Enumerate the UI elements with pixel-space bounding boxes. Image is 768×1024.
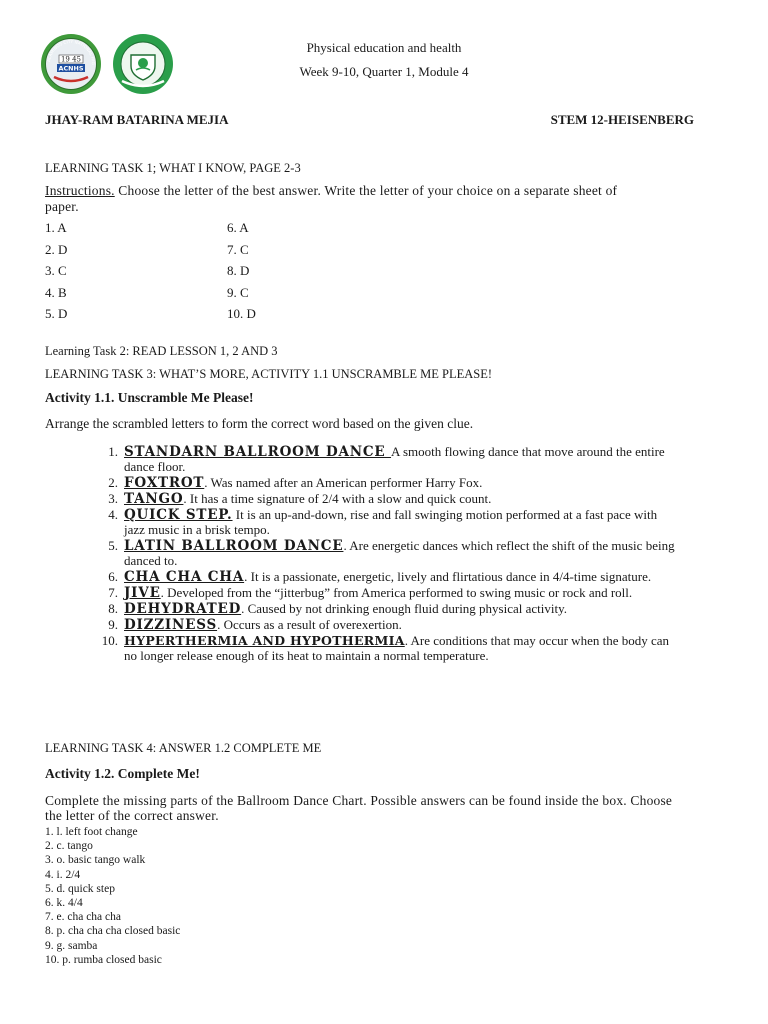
svg-text:ALAMINOS CITY NATIONAL HIGH SC: ALAMINOS CITY NATIONAL HIG — [46, 38, 97, 65]
answer-item: 2. D — [45, 242, 68, 257]
list-item: 8. p. cha cha cha closed basic — [45, 925, 181, 938]
svg-text:ACNHS: ACNHS — [58, 64, 84, 73]
answer-item: 10. D — [227, 306, 256, 321]
answer-item: 9. C — [227, 285, 249, 300]
instructions-text: Choose the letter of the best answer. Write the letter of your choice on a separate sheet of paper. — [45, 183, 618, 214]
answer-item: 8. D — [227, 263, 250, 278]
task1-title: LEARNING TASK 1; WHAT I KNOW, PAGE 2-3 — [45, 161, 301, 175]
task1-instructions — [45, 183, 635, 215]
list-item: 4. QUICK STEP. It is an up-and-down, rise and fall swinging motion performed at a fast pace with jazz music in a brisk tempo. — [108, 507, 658, 537]
task2-title: Learning Task 2: READ LESSON 1, 2 AND 3 — [45, 344, 278, 358]
answer-item: 3. C — [45, 263, 67, 278]
list-item: 1. STANDARN BALLROOM DANCE A smooth flowing dance that move around the entire dance floor. — [108, 444, 665, 474]
list-item: 9. g. samba — [45, 939, 98, 952]
instructions-label: Instructions. — [45, 183, 115, 198]
list-item: 3. o. basic tango walk — [45, 854, 146, 867]
answer-item: 6. A — [227, 220, 249, 235]
list-item: 10. p. rumba closed basic — [45, 953, 162, 966]
list-item: 8. DEHYDRATED. Caused by not drinking enough fluid during physical activity. — [108, 601, 568, 618]
answer-item: 5. D — [45, 306, 68, 321]
list-item: 4. i. 2/4 — [45, 868, 81, 881]
list-item: 5. LATIN BALLROOM DANCE. Are energetic dances which reflect the shift of the music being danced to. — [108, 537, 675, 568]
complete-me-answers — [45, 825, 180, 967]
subject-title: Physical education and health — [306, 40, 462, 55]
student-section: STEM 12-HEISENBERG — [550, 112, 694, 127]
list-item: 7. JIVE. Developed from the “jitterbug” from America performed to swing music or rock and roll. — [108, 584, 633, 601]
list-item: 2. FOXTROT. Was named after an American performer Harry Fox. — [108, 474, 483, 491]
answer-item: 1. A — [45, 220, 67, 235]
task3-title: LEARNING TASK 3: WHAT’S MORE, ACTIVITY 1.1 UNSCRAMBLE ME PLEASE! — [45, 367, 493, 381]
list-item: 10. HYPERTHERMIA AND HYPOTHERMIA. Are conditions that may occur when the body can no longer release enough of its heat to maintain a normal temperature. — [101, 633, 670, 664]
student-name: JHAY-RAM BATARINA MEJIA — [45, 112, 229, 127]
list-item: 9. DIZZINESS. Occurs as a result of overexertion. — [108, 617, 402, 634]
activity-1-2-heading: Activity 1.2. Complete Me! — [45, 766, 200, 781]
list-item: 6. k. 4/4 — [45, 897, 83, 910]
activity-1-1-heading: Activity 1.1. Unscramble Me Please! — [45, 390, 254, 405]
activity-1-1-instruction: Arrange the scrambled letters to form the correct word based on the given clue. — [45, 416, 474, 431]
list-item: 6. CHA CHA CHA. It is a passionate, energetic, lively and flirtatious dance in 4/4-time signature. — [108, 568, 652, 585]
list-item: 1. l. left foot change — [45, 826, 138, 838]
activity-1-2-instruction: Complete the missing parts of the Ballroom Dance Chart. Possible answers can be found inside the box. Choose the letter of the correct answer. — [45, 793, 673, 823]
answer-item: 7. C — [227, 242, 249, 257]
svg-text:19 45: 19 45 — [60, 55, 82, 64]
list-item: 5. d. quick step — [45, 882, 115, 895]
module-subtitle: Week 9-10, Quarter 1, Module 4 — [299, 64, 469, 79]
list-item: 2. c. tango — [45, 840, 93, 853]
task4-title: LEARNING TASK 4: ANSWER 1.2 COMPLETE ME — [45, 741, 322, 755]
answer-item: 4. B — [45, 285, 67, 300]
list-item: 3. TANGO. It has a time signature of 2/4 with a slow and quick count. — [108, 490, 492, 507]
list-item: 7. e. cha cha cha — [45, 911, 121, 924]
unscramble-list — [80, 445, 680, 665]
